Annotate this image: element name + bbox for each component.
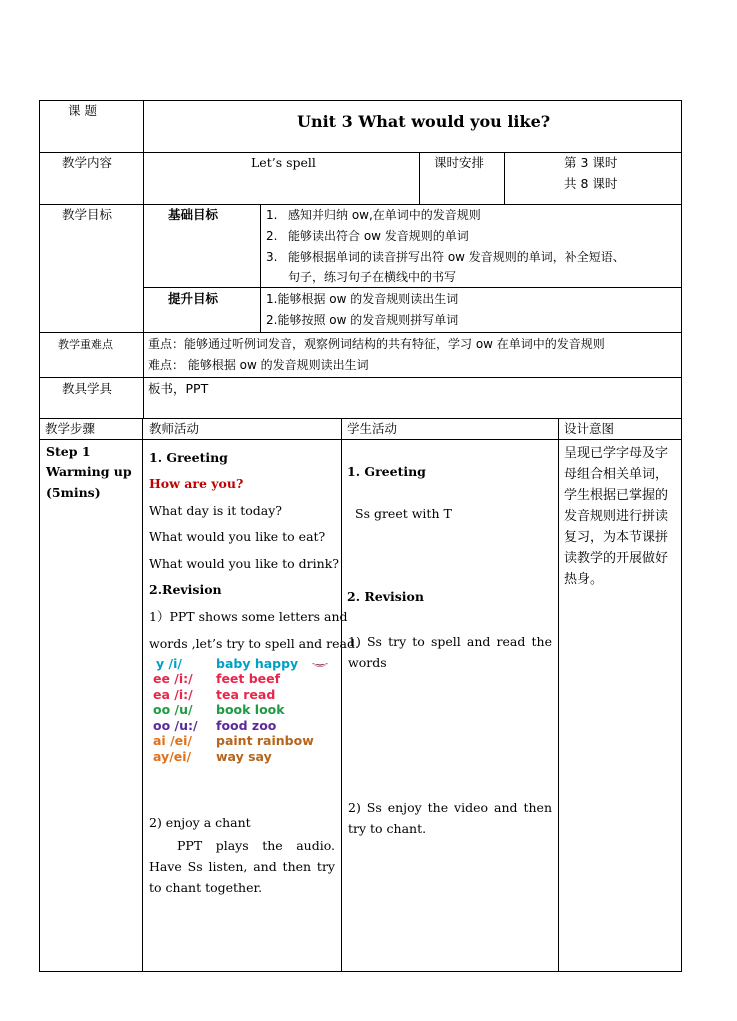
schedule-label: 课时安排 (434, 155, 485, 170)
key-point-focus: 重点：能够通过听例词发音，观察例词结构的共有特征，学习 ow 在单词中的发音规则 (148, 337, 605, 351)
phonics-sound: ay/ei/ (153, 749, 192, 764)
basic-item-text: 能够读出符合 ow 发音规则的单词 (288, 229, 469, 243)
mouth-icon (311, 655, 329, 663)
basic-item-text-continued: 句子，练习句子在横线中的书写 (288, 270, 457, 284)
phonics-words: feet beef (216, 671, 281, 686)
tools-value: 板书，PPT (148, 381, 209, 396)
phonics-words: tea read (216, 687, 276, 702)
advanced-objective-label: 提升目标 (168, 291, 219, 306)
teacher-question: What day is it today? (149, 503, 282, 518)
student-revision-heading: 2. Revision (347, 589, 424, 604)
revision-line: words ,let’s try to spell and read. (149, 636, 359, 651)
phonics-words: way say (216, 749, 272, 764)
basic-item-num: 1. (266, 208, 278, 222)
key-points-label: 教学重难点 (58, 338, 113, 351)
step-name: Warming up (46, 464, 132, 479)
revision-line: 1）PPT shows some letters and (149, 609, 348, 624)
student-revision-text: 1) Ss try to spell and read the words (348, 634, 552, 670)
teacher-question: What would you like to drink? (149, 556, 339, 571)
student-greeting-text: Ss greet with T (355, 506, 452, 521)
phonics-sound: oo /u/ (153, 702, 193, 717)
basic-item-text: 感知并归纳 ow,在单词中的发音规则 (288, 208, 481, 222)
phonics-sound: oo /u:/ (153, 718, 198, 733)
teacher-revision-heading: 2.Revision (149, 582, 222, 597)
phonics-words: food zoo (216, 718, 277, 733)
content-label: 教学内容 (62, 155, 113, 170)
teacher-greeting-heading: 1. Greeting (149, 450, 228, 465)
design-intent-text: 呈现已学字母及字母组合相关单词，学生根据已掌握的发音规则进行拼读复习，为本节课拼读教学的开展做好热身。 (564, 446, 669, 587)
content-value: Let’s spell (251, 155, 316, 170)
teacher-question: What would you like to eat? (149, 529, 326, 544)
basic-item-num: 3. (266, 250, 278, 264)
phonics-sound: ea /i:/ (153, 687, 193, 702)
phonics-sound: y /i/ (156, 656, 182, 671)
phonics-sound: ee /i:/ (153, 671, 193, 686)
steps-header: 教学步骤 (45, 421, 96, 436)
basic-objective-label: 基础目标 (168, 207, 219, 222)
period-current: 第 3 课时 (564, 155, 618, 170)
step-title: Step 1 (46, 444, 91, 459)
teacher-activity-header: 教师活动 (149, 421, 200, 436)
key-point-difficulty: 难点： 能够根据 ow 的发音规则读出生词 (148, 358, 369, 372)
phonics-words: book look (216, 702, 285, 717)
design-intent-header: 设计意图 (564, 421, 615, 436)
student-greeting-heading: 1. Greeting (347, 464, 426, 479)
phonics-words: paint rainbow (216, 733, 314, 748)
advanced-item: 1.能够根据 ow 的发音规则读出生词 (266, 292, 459, 306)
chant-heading: 2) enjoy a chant (149, 815, 251, 830)
advanced-item: 2.能够按照 ow 的发音规则拼写单词 (266, 313, 459, 327)
course-label: 课 题 (68, 103, 97, 118)
step-duration: (5mins) (46, 485, 101, 500)
objectives-label: 教学目标 (62, 207, 113, 222)
phonics-sound: ai /ei/ (153, 733, 192, 748)
chant-text: PPT plays the audio. Have Ss listen, and then try to chant together. (149, 838, 335, 895)
how-are-you: How are you? (149, 476, 244, 491)
basic-item-num: 2. (266, 229, 278, 243)
period-total: 共 8 课时 (564, 176, 618, 191)
student-activity-header: 学生活动 (347, 421, 398, 436)
student-chant-text: 2) Ss enjoy the video and then try to chant. (348, 800, 552, 836)
lesson-title: Unit 3 What would you like? (297, 112, 551, 131)
tools-label: 教具学具 (62, 381, 113, 396)
phonics-words: baby happy (216, 656, 299, 671)
basic-item-text: 能够根据单词的读音拼写出符 ow 发音规则的单词，补全短语、 (288, 250, 625, 264)
